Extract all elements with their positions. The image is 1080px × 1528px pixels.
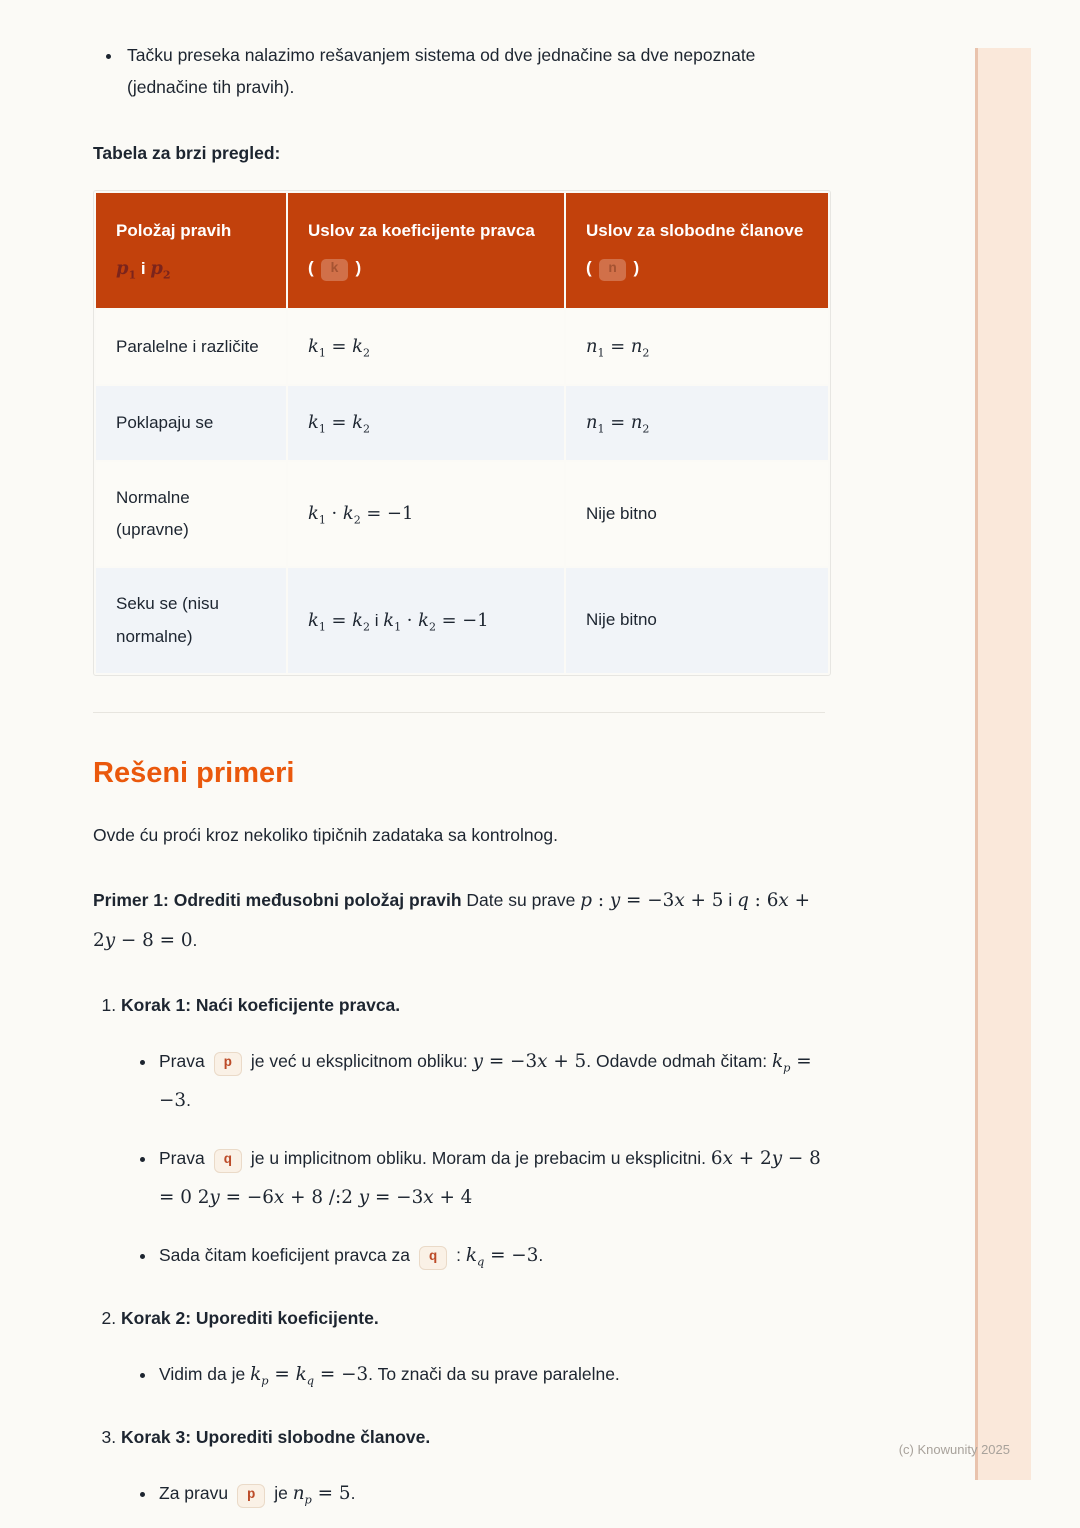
- document-content: [93, 40, 825, 1513]
- math-expression: $k_p = -3$: [159, 1050, 812, 1112]
- top-bullet-list: [93, 40, 825, 103]
- text-segment: i: [136, 258, 151, 278]
- math-expression: $p_1$: [116, 257, 137, 282]
- math-expression: $k_q = -3$: [465, 1244, 539, 1269]
- text-segment: .: [186, 1090, 191, 1111]
- math-expression: 6x + 2y − 8 = 0 2y = −6x + 8 /:2 y = −3x + 4: [159, 1147, 821, 1209]
- text-segment: Za pravu: [159, 1482, 233, 1503]
- section-divider: [93, 712, 825, 713]
- text-segment: Vidim da je: [159, 1363, 251, 1384]
- text-segment: Sada čitam koeficijent pravca za: [159, 1244, 415, 1265]
- cell-position: [96, 568, 286, 673]
- right-accent-bar: [975, 48, 1031, 1480]
- math-expression: $k_p = k_q = -3$: [250, 1363, 369, 1388]
- math-expression: $k_1 = k_2$: [308, 609, 371, 634]
- table-row: [96, 386, 828, 460]
- step-item-1: [121, 990, 825, 1275]
- text-segment: Korak 1: Naći koeficijente pravca.: [121, 995, 401, 1016]
- math-expression: y = −3x + 5: [472, 1050, 587, 1072]
- step-item-3: [121, 1422, 825, 1513]
- text-segment: .: [192, 929, 198, 950]
- math-expression: $k_1 \cdot k_2 = -1$: [308, 503, 414, 527]
- text-segment: je u implicitnom obliku. Moram da je prebacim u eksplicitni.: [245, 1147, 711, 1168]
- table-header-row: [96, 193, 828, 308]
- text-segment: :: [451, 1244, 466, 1265]
- inline-code-badge: p: [214, 1052, 242, 1077]
- step-bullets: [121, 1355, 825, 1395]
- inline-code-badge: p: [237, 1484, 265, 1509]
- inline-code-badge: q: [214, 1149, 242, 1174]
- text-segment: Prava: [159, 1147, 210, 1168]
- step-bullets: [121, 1042, 825, 1276]
- math-expression: $n_1 = n_2$: [586, 411, 650, 436]
- header-cell-koeficijenti: [288, 193, 564, 308]
- text-segment: i: [370, 610, 384, 630]
- text-segment: Seku se (nisu normalne): [116, 594, 219, 646]
- text-segment: . To znači da su prave paralelne.: [368, 1363, 620, 1384]
- quick-reference-table: [93, 190, 831, 676]
- text-segment: Tačku preseka nalazimo rešavanjem sistema od dve jednačine sa dve nepoznate (jednačine tih pravih).: [127, 45, 756, 97]
- text-segment: Date su prave: [461, 890, 581, 911]
- math-expression: $k_1 \cdot k_2 = -1$: [383, 609, 489, 634]
- step-item-2: [121, 1303, 825, 1394]
- text-segment: Primer 1: Odrediti međusobni položaj pravih: [93, 890, 462, 911]
- cell-n-condition: [566, 462, 828, 567]
- step-bullets: [121, 1474, 825, 1514]
- math-expression: $n_p = 5$: [292, 1482, 351, 1507]
- math-expression: q : 6x + 2y − 8 = 0: [93, 890, 810, 951]
- cell-position: [96, 462, 286, 567]
- cell-position: [96, 310, 286, 384]
- table-label: Tabela za brzi pregled:: [93, 143, 281, 163]
- cell-k-condition: [288, 386, 564, 460]
- text-segment: ): [350, 257, 362, 277]
- cell-n-condition: [566, 386, 828, 460]
- table-row: [96, 462, 828, 567]
- text-segment: Prava: [159, 1050, 210, 1071]
- cell-k-condition: [288, 568, 564, 673]
- cell-n-condition: [566, 568, 828, 673]
- primer1-paragraph: [93, 881, 825, 960]
- text-segment: Poklapaju se: [116, 412, 214, 432]
- math-expression: $n_1 = n_2$: [586, 335, 650, 360]
- steps-list: [93, 990, 825, 1513]
- text-segment: Korak 3: Uporediti slobodne članove.: [121, 1427, 431, 1448]
- math-expression: p : y = −3x + 5: [580, 890, 724, 912]
- table-row: [96, 310, 828, 384]
- text-segment: Nije bitno: [586, 503, 657, 523]
- header-cell-polozaj: [96, 193, 286, 308]
- table-row: [96, 568, 828, 673]
- text-segment: Paralelne i različite: [116, 336, 259, 356]
- math-expression: $k_1 = k_2$: [308, 335, 371, 360]
- text-segment: ): [628, 257, 640, 277]
- cell-k-condition: [288, 310, 564, 384]
- section-heading: Rešeni primeri: [93, 756, 295, 789]
- header-code-badge: n: [599, 259, 625, 281]
- text-segment: .: [350, 1482, 356, 1503]
- step-bullet: [157, 1474, 825, 1514]
- text-segment: Korak 2: Uporediti koeficijente.: [121, 1308, 379, 1329]
- text-segment: . Odavde odmah čitam:: [586, 1050, 773, 1071]
- section-intro: Ovde ću proći kroz nekoliko tipičnih zadataka sa kontrolnog.: [93, 824, 558, 845]
- text-segment: Uslov za slobodne članove (: [586, 221, 804, 277]
- step-title: [121, 1422, 825, 1454]
- text-segment: je već u eksplicitnom obliku:: [245, 1050, 473, 1071]
- text-segment: Normalne (upravne): [116, 487, 190, 539]
- step-bullet: [157, 1139, 825, 1218]
- text-segment: .: [538, 1244, 544, 1265]
- step-bullet: [157, 1355, 825, 1395]
- step-bullet: [157, 1236, 825, 1276]
- cell-position: [96, 386, 286, 460]
- header-code-badge: k: [321, 259, 347, 281]
- copyright-footer: (c) Knowunity 2025: [898, 1442, 1010, 1457]
- math-expression: $k_1 = k_2$: [308, 411, 371, 436]
- step-bullet: [157, 1042, 825, 1121]
- inline-code-badge: q: [419, 1246, 447, 1271]
- header-cell-slobodni-clanovi: [566, 193, 828, 308]
- text-segment: je: [269, 1482, 293, 1503]
- step-title: [121, 990, 825, 1022]
- math-expression: $p_2$: [150, 257, 171, 282]
- text-segment: i: [723, 890, 738, 911]
- text-segment: Uslov za koeficijente pravca (: [308, 221, 535, 277]
- text-segment: Nije bitno: [586, 610, 657, 630]
- cell-k-condition: [288, 462, 564, 567]
- cell-n-condition: [566, 310, 828, 384]
- step-title: [121, 1303, 825, 1335]
- bullet-item: [123, 40, 825, 103]
- text-segment: Položaj pravih: [116, 221, 232, 240]
